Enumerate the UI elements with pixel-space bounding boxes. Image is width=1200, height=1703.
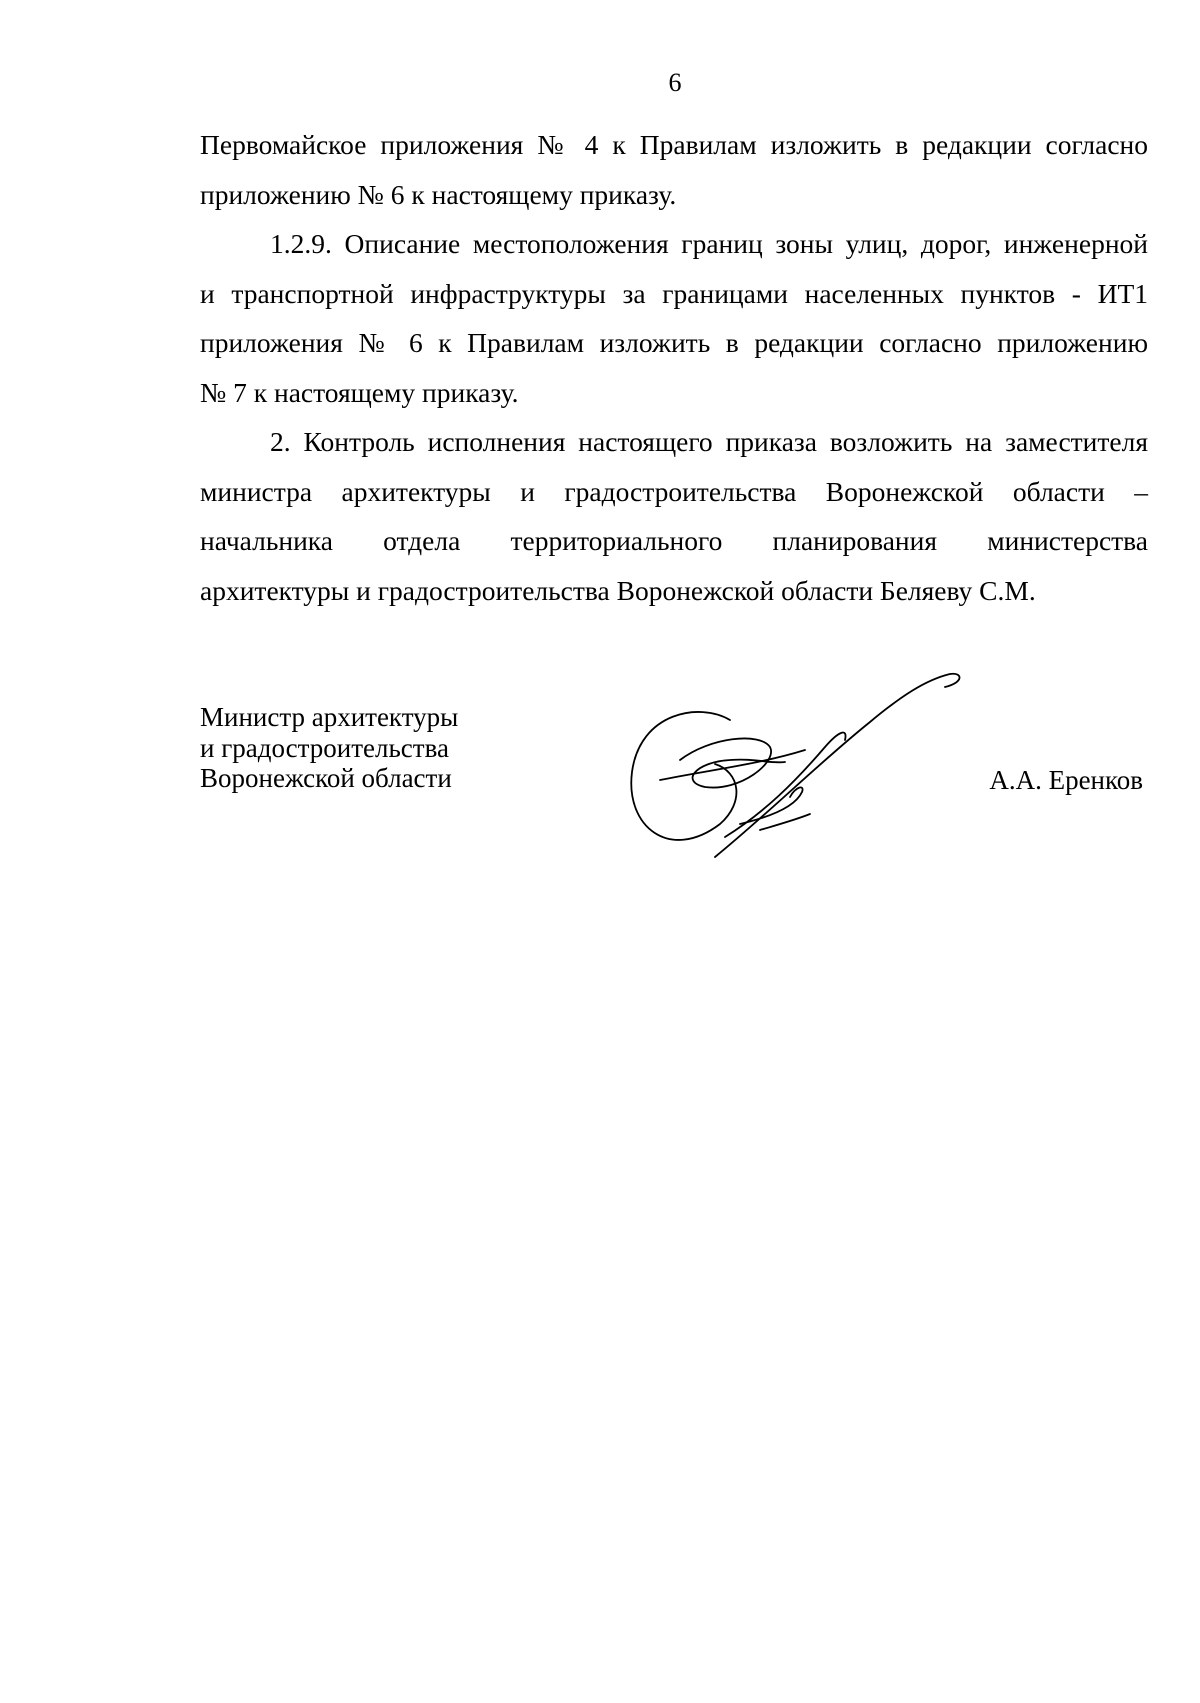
signature-stroke	[660, 750, 805, 780]
signatory-position	[200, 702, 458, 794]
text-line: приложению № 6 к настоящему приказу.	[200, 178, 677, 210]
signature-stroke	[740, 787, 803, 824]
text-line: 1.2.9. Описание местоположения границ зоны улиц, дорог, инженерной	[270, 228, 1148, 259]
signature-strokes	[631, 674, 959, 857]
page-number: 6	[668, 68, 682, 97]
signature-stroke	[680, 738, 785, 787]
text-line: 2. Контроль исполнения настоящего приказа возложить на заместителя	[270, 426, 1148, 457]
text-line: начальника отдела территориального планирования министерства	[200, 525, 1148, 556]
paragraph-item-2	[200, 417, 1148, 615]
text-line: и транспортной инфраструктуры за границами населенных пунктов - ИТ1	[200, 277, 1148, 309]
signature-stroke	[725, 733, 846, 837]
handwritten-signature	[620, 652, 980, 872]
text-line: министра архитектуры и градостроительства Воронежской области –	[200, 475, 1148, 507]
text-line: приложения № 6 к Правилам изложить в редакции согласно приложению	[200, 327, 1148, 358]
position-line: Воронежской области	[200, 763, 452, 793]
text-line: № 7 к настоящему приказу.	[200, 376, 519, 408]
document-body	[200, 120, 1148, 615]
signature-stroke	[715, 674, 960, 857]
text-line: Первомайское приложения № 4 к Правилам изложить в редакции согласно	[200, 129, 1148, 160]
text-line: архитектуры и градостроительства Воронежской области Беляеву С.М.	[200, 574, 1036, 606]
paragraph-item-1-2-9	[200, 219, 1148, 417]
position-line: и градостроительства	[200, 732, 449, 763]
paragraph-continuation	[200, 120, 1148, 219]
signatory-name: А.А. Еренков	[989, 765, 1143, 795]
position-line: Министр архитектуры	[200, 702, 459, 732]
